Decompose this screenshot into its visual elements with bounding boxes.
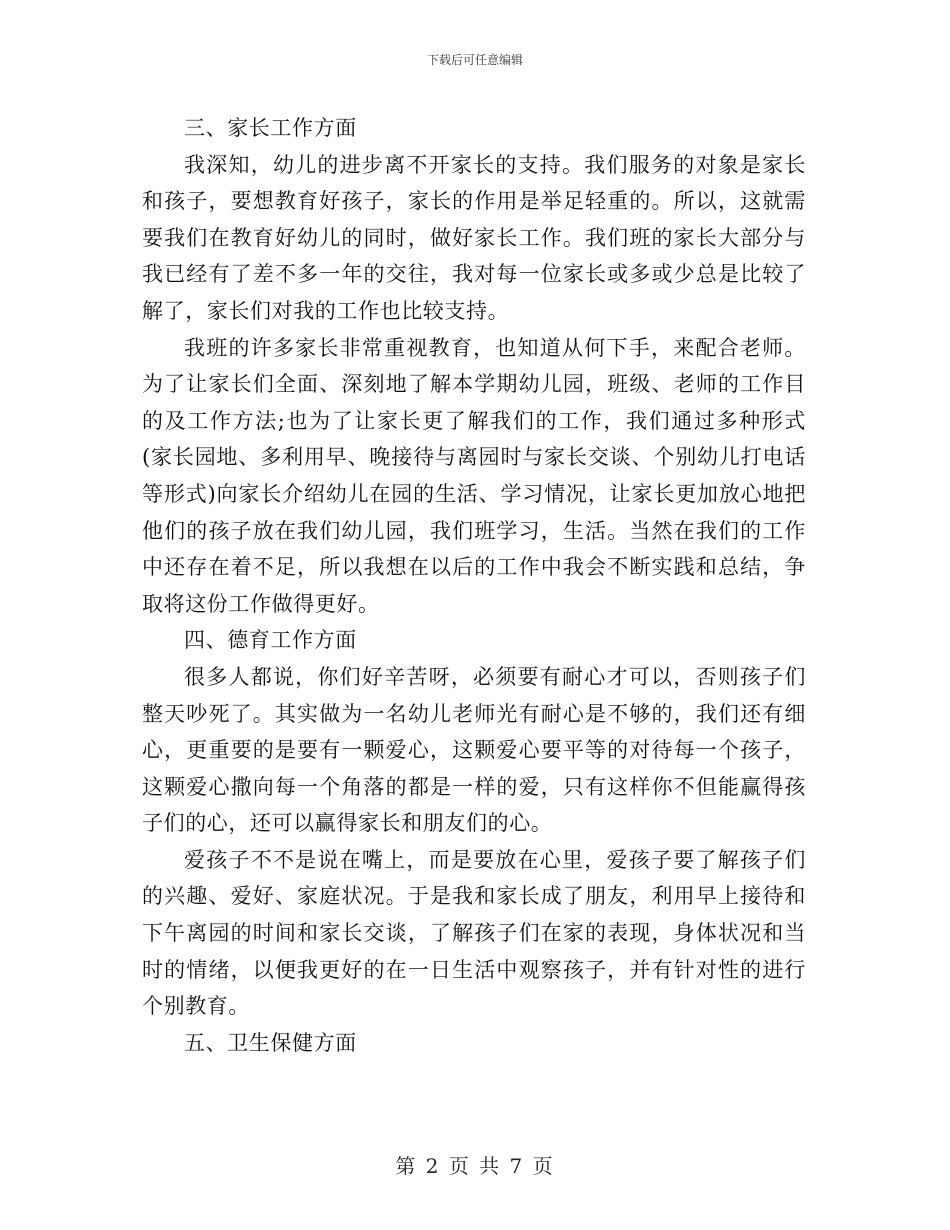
page-header-note: 下载后可任意编辑 — [426, 53, 523, 67]
paragraph-parent-support: 我深知，幼儿的进步离不开家长的支持。我们服务的对象是家长和孩子，要想教育好孩子，家长的作用是举足轻重的。所以，这就需要我们在教育好幼儿的同时，做好家长工作。我们班的家长大部分与我已经有了差不多一年的交往，我对每一位家长或多或少总是比较了解了，家长们对我的工作也比较支持。 — [142, 152, 806, 323]
section-heading-parent-work: 三、家长工作方面 — [184, 116, 357, 140]
page-number-footer: 第 2 页 共 7 页 — [395, 1154, 555, 1178]
section-heading-moral-education: 四、德育工作方面 — [184, 628, 357, 653]
document-body — [142, 110, 806, 1061]
section-heading-health-care: 五、卫生保健方面 — [184, 1030, 357, 1055]
paragraph-love-children: 爱孩子不不是说在嘴上，而是要放在心里，爱孩子要了解孩子们的兴趣、爱好、家庭状况。于是我和家长成了朋友，利用早上接待和下午离园的时间和家长交谈，了解孩子们在家的表现，身体状况和当时的情绪，以便我更好的在一日生活中观察孩子，并有针对性的进行个别教育。 — [142, 847, 806, 1019]
paragraph-patience-and-love: 很多人都说，你们好辛苦呀，必须要有耐心才可以，否则孩子们整天吵死了。其实做为一名幼儿老师光有耐心是不够的，我们还有细心，更重要的是要有一颗爱心，这颗爱心要平等的对待每一个孩子，这颗爱心撒向每一个角落的都是一样的爱，只有这样你不但能赢得孩子们的心，还可以赢得家长和朋友们的心。 — [142, 664, 806, 836]
paragraph-parent-communication: 我班的许多家长非常重视教育，也知道从何下手，来配合老师。为了让家长们全面、深刻地了解本学期幼儿园，班级、老师的工作目的及工作方法;也为了让家长更了解我们的工作，我们通过多种形式(家长园地、多利用早、晚接待与离园时与家长交谈、个别幼儿打电话等形式)向家长介绍幼儿在园的生活、学习情况，让家长更加放心地把他们的孩子放在我们幼儿园，我们班学习，生活。当然在我们的工作中还存在着不足，所以我想在以后的工作中我会不断实践和总结，争取将这份工作做得更好。 — [142, 335, 806, 616]
